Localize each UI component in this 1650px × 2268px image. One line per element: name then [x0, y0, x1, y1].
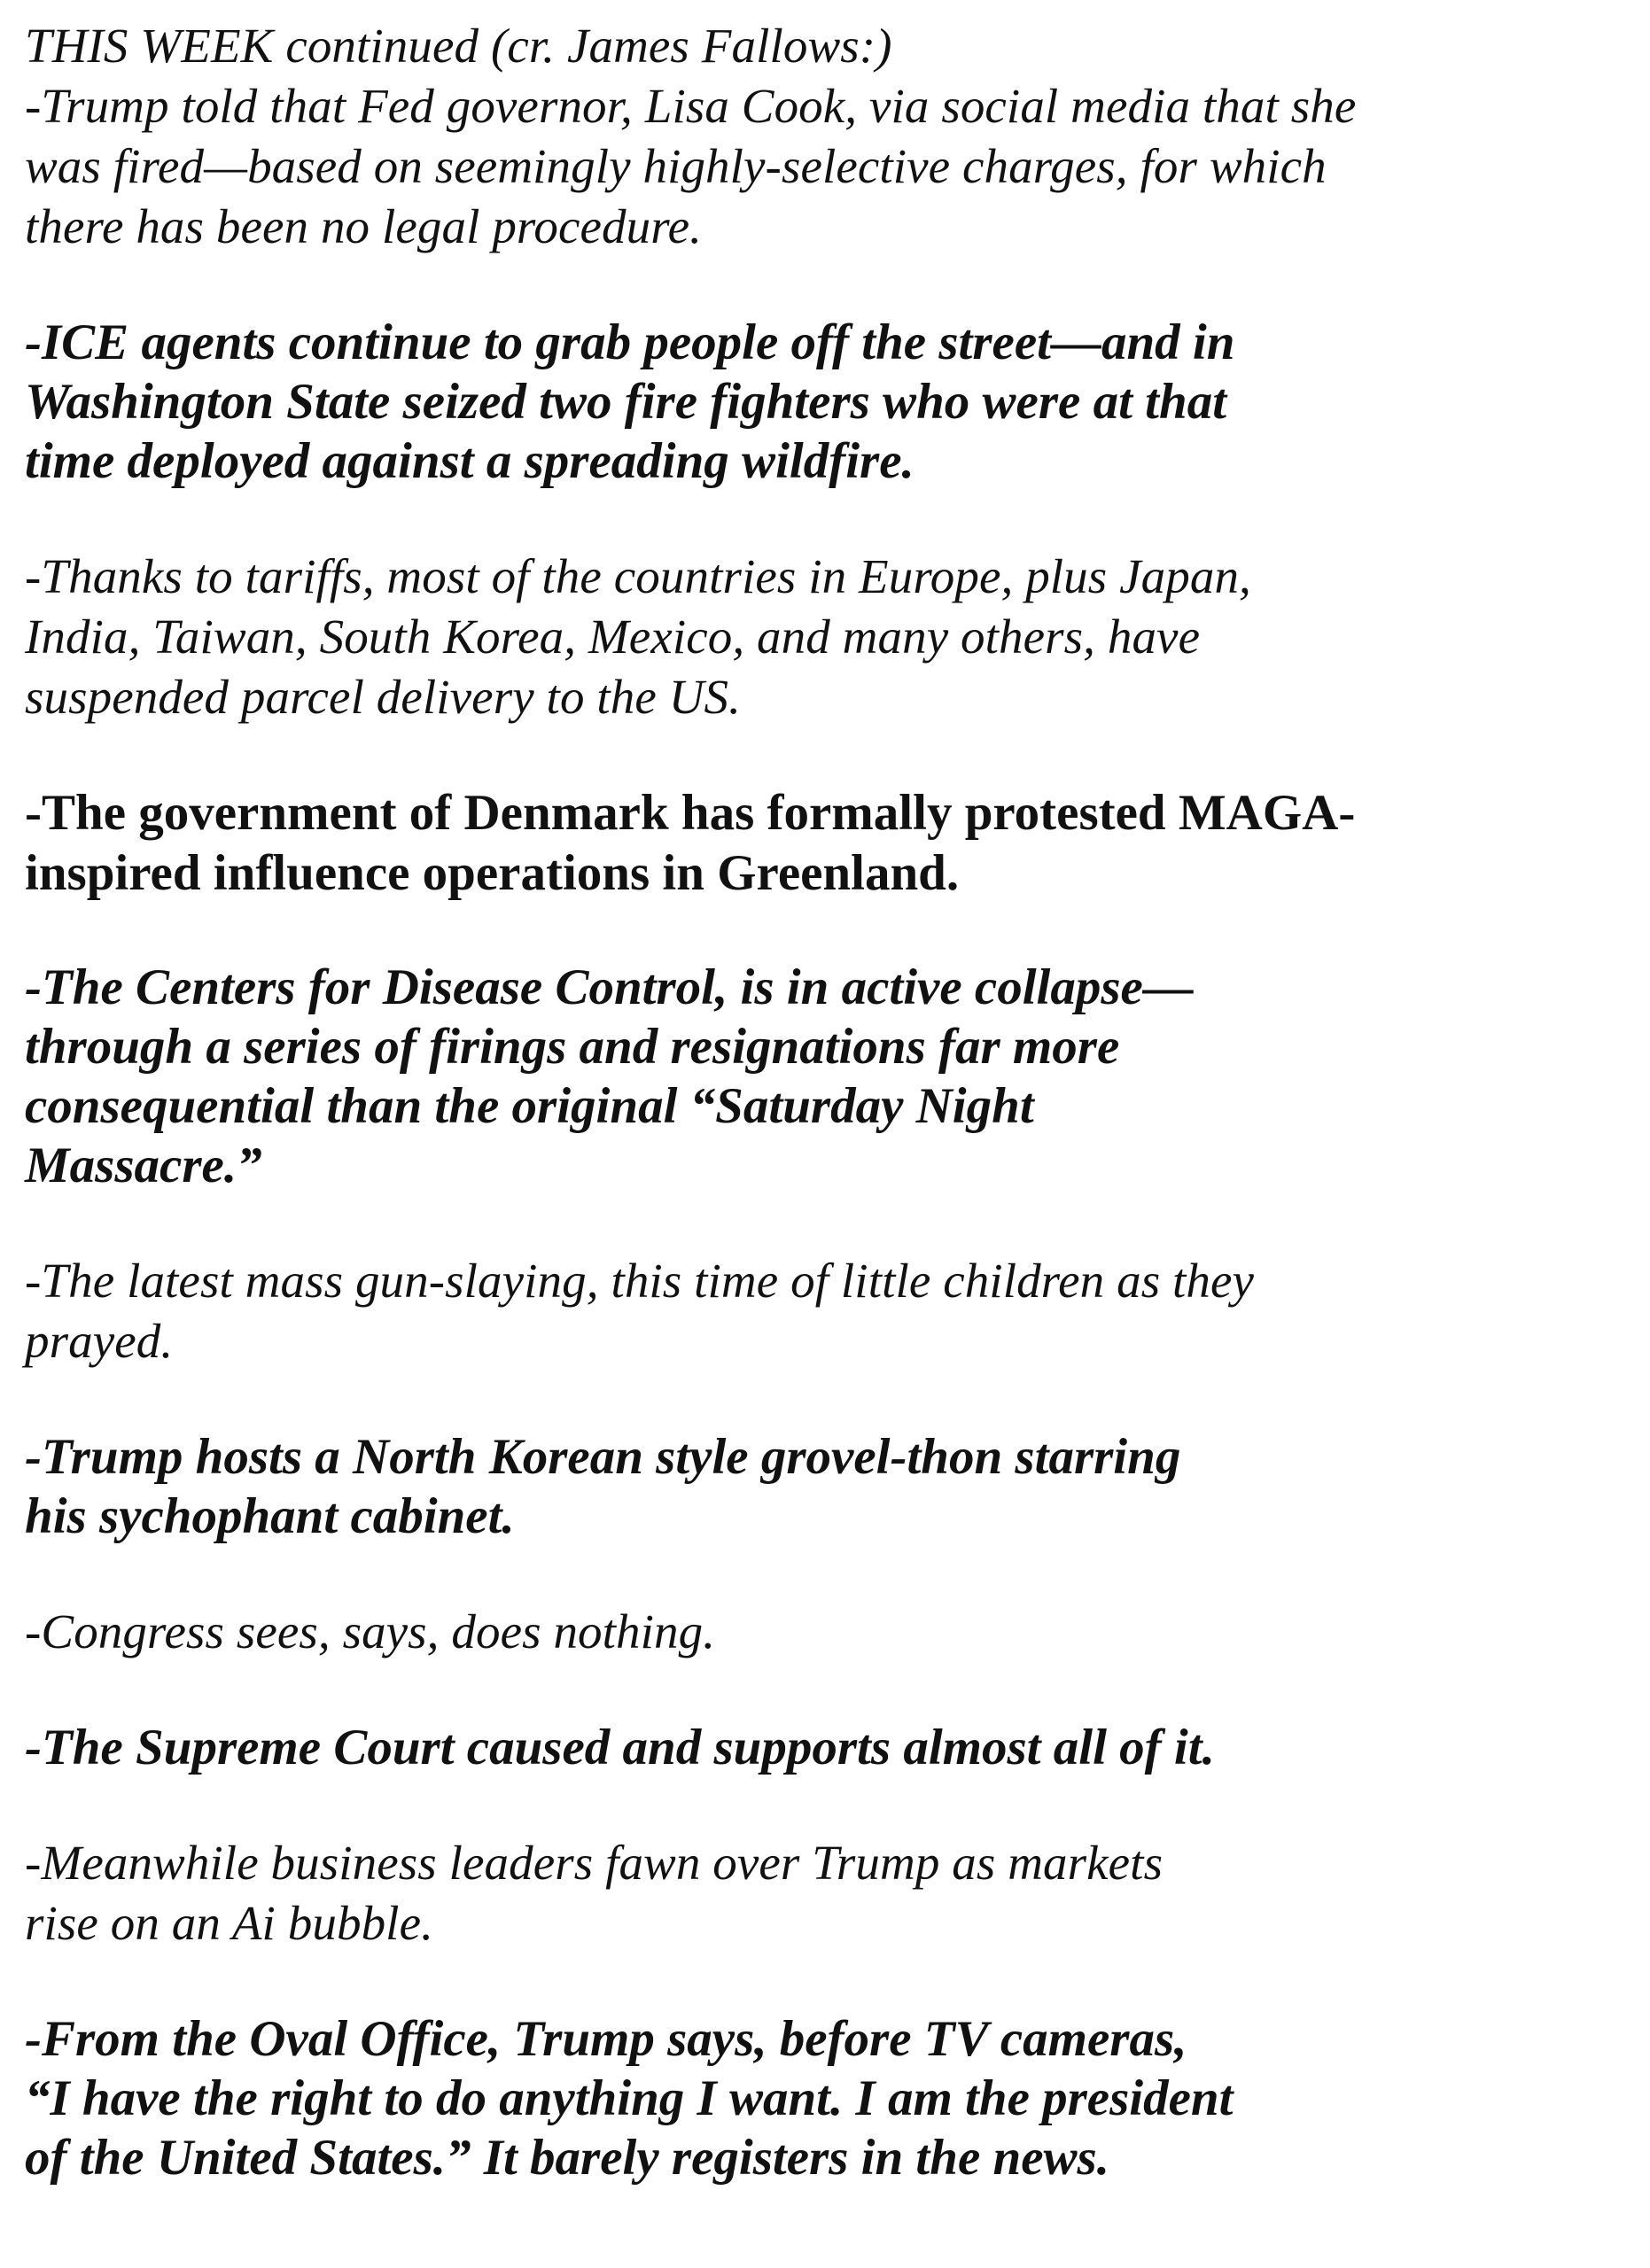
- paragraph-spacer: [25, 1195, 1629, 1251]
- paragraph-spacer: [25, 491, 1629, 547]
- paragraph-spacer: [25, 1371, 1629, 1427]
- item-supreme-court: -The Supreme Court caused and supports almost all of it.: [25, 1720, 1215, 1775]
- item-congress: -Congress sees, says, does nothing.: [25, 1604, 716, 1658]
- paragraph-spacer: [25, 1546, 1629, 1602]
- item-oval-office: -From the Oval Office, Trump says, before TV cameras, “I have the right to do anything I want. I am the president of the United States.” It barely registers in the news.: [25, 2011, 1234, 2186]
- item-business-leaders: -Meanwhile business leaders fawn over Trump as markets rise on an Ai bubble.: [25, 1836, 1164, 1950]
- document-page: [25, 16, 1629, 2187]
- paragraph-spacer: [25, 727, 1629, 783]
- item-cabinet: -Trump hosts a North Korean style grovel-thon starring his sychophant cabinet.: [25, 1429, 1181, 1544]
- item-ice-agents: -ICE agents continue to grab people off the street—and in Washington State seized two fire fighters who were at that time deployed against a spreading wildfire.: [25, 315, 1235, 489]
- item-tariffs: -Thanks to tariffs, most of the countries in Europe, plus Japan, India, Taiwan, South Korea, Mexico, and many others, have suspended parcel delivery to the US.: [25, 549, 1251, 724]
- paragraph-spacer: [25, 1662, 1629, 1718]
- item-cdc: -The Centers for Disease Control, is in active collapse— through a series of firings and resignations far more consequential than the original “Saturday Night Massacre.”: [25, 959, 1194, 1193]
- paragraph-spacer: [25, 257, 1629, 313]
- paragraph-spacer: [25, 1777, 1629, 1833]
- item-gun-slaying: -The latest mass gun-slaying, this time of little children as they prayed.: [25, 1254, 1255, 1368]
- item-denmark: -The government of Denmark has formally protested MAGA- inspired influence operations in Greenland.: [25, 785, 1356, 901]
- item-fed-governor: -Trump told that Fed governor, Lisa Cook, via social media that she was fired—based on seemingly highly-selective charges, for which there has been no legal procedure.: [25, 79, 1357, 253]
- paragraph-spacer: [25, 1953, 1629, 2009]
- paragraph-spacer: [25, 904, 1629, 958]
- document-header: THIS WEEK continued (cr. James Fallows:): [25, 19, 892, 73]
